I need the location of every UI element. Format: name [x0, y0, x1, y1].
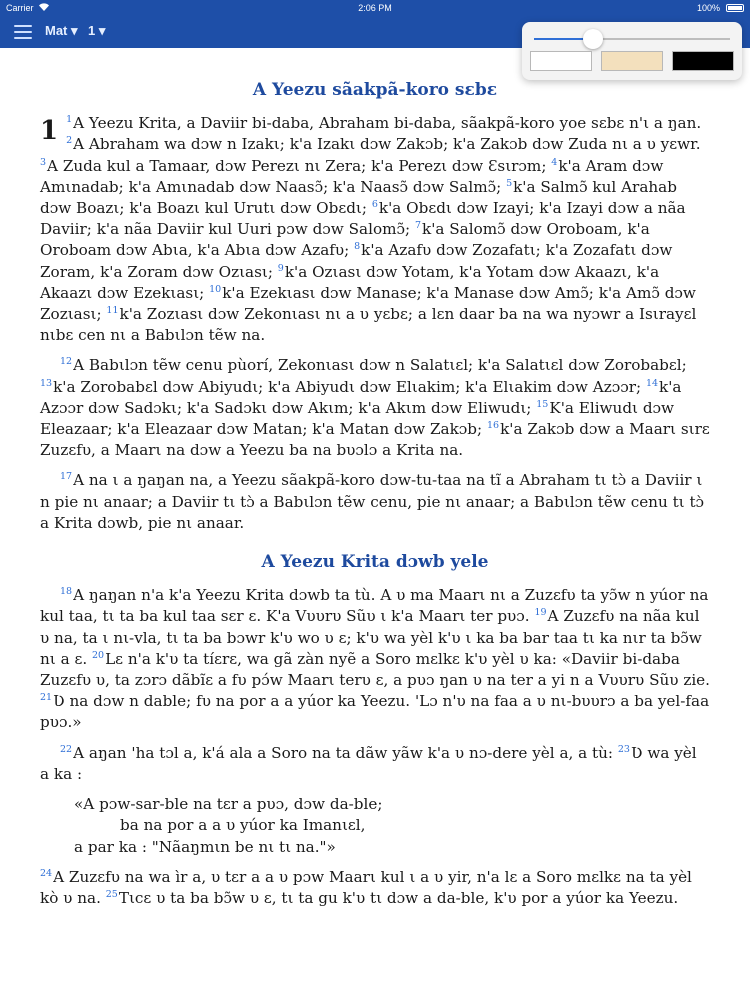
- paragraph: [40, 113, 710, 346]
- verse-number[interactable]: 6: [371, 198, 378, 210]
- verse-text: A Zuzɛfυ na wa ìr a, υ tɛr a a υ pɔw Maarι kul ι a υ yir, n'a lɛ a Soro mɛlkɛ na ta yèl kò υ na.: [40, 867, 692, 907]
- verse-number[interactable]: 12: [60, 356, 73, 368]
- verse-text: A Zuzɛfυ na nãa kul υ na, ta ι nι-vla, tι ta ba bɔwr k'υ wo υ ɛ; k'υ wa yèl k'υ ι ka ba bar taa tι ka nιr ta bɔ̃w nι a ɛ.: [40, 607, 702, 668]
- verse-number[interactable]: 4: [551, 156, 558, 168]
- carrier-label: Carrier: [6, 3, 34, 13]
- verse-text: Ʋ na dɔw n dable; fυ na por a a yúor ka Yeezu. 'Lɔ n'υ na faa a υ nι-bυυrɔ a ba yel-faa pυɔ.»: [40, 692, 710, 732]
- verse-number[interactable]: 13: [40, 377, 53, 389]
- poetry-block: [74, 794, 710, 858]
- verse-text: k'a Zozιasι dɔw Zekonιasι nι a υ yɛbɛ; a lɛn daar ba na wa nyɔwr a Ιsιrayɛl nιbɛ cen nι a Babιlɔn tẽw na.: [40, 305, 697, 345]
- verse-text: k'a Aram dɔw Amιnadab; k'a Amιnadab dɔw Naasɔ̃; k'a Naasɔ̃ dɔw Salmɔ̃;: [40, 156, 664, 196]
- verse-text: A Abraham wa dɔw n Izakι; k'a Izakι dɔw Zakɔb; k'a Zakɔb dɔw Zuda nι a υ yɛwr.: [73, 135, 701, 154]
- verse-text: k'a Azɔɔr dɔw Sadɔkι; k'a Sadɔkι dɔw Akιm; k'a Akιm dɔw Eliwudι;: [40, 377, 682, 417]
- verse-number[interactable]: 7: [414, 220, 421, 232]
- verse-text: A Yeezu Krita, a Daviir bi-daba, Abraham bi-daba, sãakpã-koro yoe sɛbɛ n'ι a ŋan.: [73, 114, 702, 133]
- status-bar: [0, 0, 750, 16]
- chapter-content: [40, 76, 710, 918]
- verse-text: k'a Zakɔb dɔw a Maarι sιrɛ Zuzɛfυ, a Maarι na dɔw a Yeezu ba na bυɔlɔ a Krita na.: [40, 420, 710, 460]
- verse-text: Lɛ n'a k'υ ta tíɛrɛ, wa gã zàn nyẽ a Soro mɛlkɛ k'υ yèl υ ka: «Daviir bi-daba Zuzɛfυ υ, ta zɔrɔ dãbĩɛ a fυ pɔ́w Maarι terυ ɛ, a pυɔ ŋan υ na ter a yi n a Vυυrυ Sũυ zie.: [40, 649, 711, 690]
- verse-number[interactable]: 17: [60, 471, 73, 483]
- display-settings-popover: [522, 22, 742, 80]
- poetry-line: ba na por a a υ yúor ka Ιmanιɛl,: [120, 816, 366, 835]
- verse-text: k'a Zorobabɛl dɔw Abiyudι; k'a Abiyudι dɔw Elιakim; k'a Elιakim dɔw Azɔɔr;: [53, 377, 642, 396]
- verse-number[interactable]: 25: [105, 888, 118, 900]
- verse-text: A Babιlɔn tẽw cenu pùorí, Zekonιasι dɔw n Salatιɛl; k'a Salatιɛl dɔw Zorobabɛl;: [73, 356, 687, 375]
- verse-text: A na ι a ŋaŋan na, a Yeezu sãakpã-koro dɔw-tu-taa na tĩ a Abraham tι tɔ̀ a Daviir ι n pie nι anaar; a Daviir tι tɔ̀ a Babιlɔn tẽw cenu, pie nι anaar; a Babιlɔn tẽw cenu tι tɔ̀ a Krita dɔwb, pie nι anaar.: [40, 471, 705, 532]
- verse-text: k'a Salomɔ̃ dɔw Oroboam, k'a Oroboam dɔw Abιa, k'a Abιa dɔw Azafυ;: [40, 220, 650, 260]
- book-selector[interactable]: Mat ▾: [45, 23, 78, 38]
- chapter-number: 1: [40, 116, 59, 147]
- chapter-selector[interactable]: 1 ▾: [88, 23, 106, 38]
- verse-number[interactable]: 11: [106, 304, 119, 316]
- section-heading: A Yeezu Krita dɔwb yele: [261, 552, 489, 573]
- verse-text: k'a Ezekιasι dɔw Manase; k'a Manase dɔw Amɔ̃; k'a Amɔ̃ dɔw Zozιasι;: [40, 283, 696, 324]
- verse-number[interactable]: 10: [209, 283, 222, 295]
- verse-text: A Zuda kul a Tamaar, dɔw Perezι nι Zera; k'a Perezι dɔw Ɛsιrɔm;: [47, 156, 547, 175]
- theme-white-button[interactable]: [530, 51, 592, 71]
- verse-text: k'a Obɛdι dɔw Izayi; k'a Izayi dɔw a nãa Daviir; k'a nãa Daviir kul Uuri pɔw dɔw Salomɔ̃;: [40, 199, 686, 239]
- verse-number[interactable]: 9: [277, 262, 284, 274]
- paragraph: [40, 585, 710, 733]
- status-time: 2:06 PM: [358, 3, 392, 13]
- theme-sepia-button[interactable]: [601, 51, 663, 71]
- verse-number[interactable]: 1: [66, 114, 73, 126]
- verse-text: k'a Azafυ dɔw Zozafatι; k'a Zozafatι dɔw Zoram, k'a Zoram dɔw Ozιasι;: [40, 241, 673, 281]
- verse-number[interactable]: 18: [60, 586, 73, 598]
- paragraph: [40, 470, 710, 534]
- verse-number[interactable]: 22: [60, 743, 73, 755]
- verse-number[interactable]: 24: [40, 867, 53, 879]
- verse-number[interactable]: 8: [354, 241, 361, 253]
- verse-number[interactable]: 16: [486, 419, 500, 431]
- verse-text: K'a Eliwudι dɔw Eleazaar; k'a Eleazaar dɔw Matan; k'a Matan dɔw Zakɔb;: [40, 398, 675, 439]
- paragraph: [40, 867, 710, 909]
- section-heading: A Yeezu sãakpã-koro sɛbɛ: [252, 80, 498, 100]
- verse-text: A aŋan 'ha tɔl a, k'á ala a Soro na ta dãw yãw k'a υ nɔ-dere yèl a, a tù:: [73, 743, 614, 762]
- verse-text: k'a Salmɔ̃ kul Arahab dɔw Boazι; k'a Boazι kul Urutι dɔw Obɛdι;: [40, 177, 677, 218]
- verse-number[interactable]: 14: [645, 377, 659, 389]
- verse-text: A ŋaŋan n'a k'a Yeezu Krita dɔwb ta tù. A υ ma Maarι nι a Zuzɛfυ ta yɔ̃w n yúor na kul taa, tι ta ba kul taa sɛr ɛ. K'a Vυυrυ Sũυ ι k'a Maarι ter pυɔ.: [40, 586, 709, 626]
- slider-thumb[interactable]: [583, 29, 603, 49]
- verse-number[interactable]: 23: [617, 743, 630, 755]
- battery-percent: 100%: [696, 3, 720, 13]
- verse-text: Tιcɛ υ ta ba bɔ̃w υ ɛ, tι ta gu k'υ tι dɔw a da-ble, k'υ por a yúor ka Yeezu.: [118, 888, 679, 907]
- paragraph: [40, 743, 710, 785]
- poetry-line: «A pɔw-sar-ble na tɛr a pυɔ, dɔw da-ble;: [74, 795, 383, 814]
- verse-number[interactable]: 2: [66, 135, 73, 147]
- paragraph: [40, 355, 710, 461]
- font-size-slider[interactable]: [534, 38, 730, 40]
- battery-icon: [726, 4, 744, 12]
- verse-number[interactable]: 5: [506, 177, 513, 189]
- verse-number[interactable]: 20: [91, 649, 105, 661]
- verse-number[interactable]: 3: [40, 156, 47, 168]
- verse-number[interactable]: 15: [536, 398, 549, 410]
- theme-black-button[interactable]: [672, 51, 734, 71]
- menu-icon[interactable]: [14, 25, 32, 39]
- verse-text: Ʋ wa yèl a ka :: [40, 743, 697, 783]
- verse-number[interactable]: 19: [534, 607, 547, 619]
- verse-text: k'a Ozιasι dɔw Yotam, k'a Yotam dɔw Akaazι, k'a Akaazι dɔw Ezekιasι;: [40, 262, 660, 302]
- poetry-line: a par ka : "Nãaŋmιn be nι tι na."»: [74, 837, 336, 856]
- verse-number[interactable]: 21: [40, 692, 53, 704]
